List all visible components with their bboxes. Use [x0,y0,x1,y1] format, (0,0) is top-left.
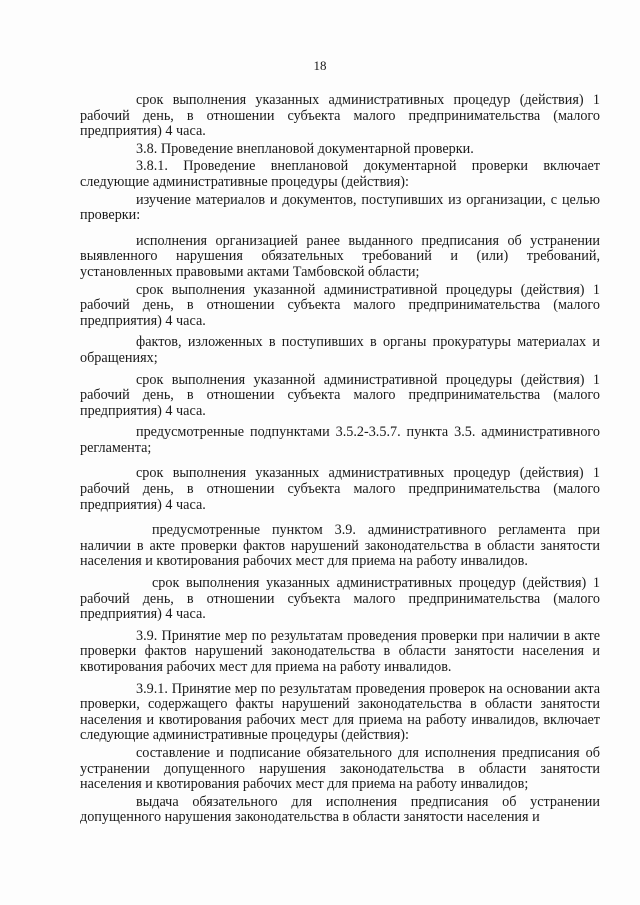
paragraph: предусмотренные пунктом 3.9. административного регламента при наличии в акте проверки фактов нарушений законодательства в области занятости населения и квотирования рабочих мест для приема на работу инвалидов. [80,522,600,570]
paragraph: срок выполнения указанной административной процедуры (действия) 1 рабочий день, в отношении субъекта малого предпринимательства (малого предприятия) 4 часа. [80,371,600,419]
paragraph: предусмотренные подпунктами 3.5.2-3.5.7. пункта 3.5. административного регламента; [80,424,600,456]
paragraph: выдача обязательного для исполнения предписания об устранении допущенного нарушения законодательства в области занятости населения и [80,793,600,826]
section-heading: 3.8. Проведение внеплановой документарной проверки. [136,140,474,157]
paragraph: изучение материалов и документов, поступивших из организации, с целью проверки: [80,191,600,224]
page-number: 18 [313,58,327,73]
paragraph: срок выполнения указанных административных процедур (действия) 1 рабочий день, в отношении субъекта малого предпринимательства (малого предприятия) 4 часа. [80,465,600,513]
paragraph: исполнения организацией ранее выданного предписания об устранении выявленного нарушения обязательных требований и (или) требований, установленных правовыми актами Тамбовской области; [80,232,600,280]
paragraph: срок выполнения указанных административных процедур (действия) 1 рабочий день, в отношении субъекта малого предпринимательства (малого предприятия) 4 часа. [80,575,600,623]
paragraph: 3.9.1. Принятие мер по результатам проведения проверок на основании акта проверки, содержащего факты нарушений законодательства в области занятости населения и квотирования рабочих мест для приема на работу инвалидов, включает следующие административные процедуры (действия): [80,680,600,744]
document-body [80,93,600,826]
section-heading: 3.9. Принятие мер по результатам проведения проверки при наличии в акте проверки фактов нарушений законодательства в области занятости населения и квотирования рабочих мест для приема на работу инвалидов. [80,627,600,675]
paragraph: 3.8.1. Проведение внеплановой документарной проверки включает следующие административные процедуры (действия): [80,158,600,190]
paragraph: срок выполнения указанной административной процедуры (действия) 1 рабочий день, в отношении субъекта малого предпринимательства (малого предприятия) 4 часа. [80,281,600,329]
paragraph: фактов, изложенных в поступивших в органы прокуратуры материалах и обращениях; [80,334,600,366]
paragraph: составление и подписание обязательного для исполнения предписания об устранении допущенного нарушения законодательства в области занятости населения и квотирования рабочих мест для приема на работу инвалидов; [80,744,600,793]
paragraph: срок выполнения указанных административных процедур (действия) 1 рабочий день, в отношении субъекта малого предпринимательства (малого предприятия) 4 часа. [80,92,600,140]
